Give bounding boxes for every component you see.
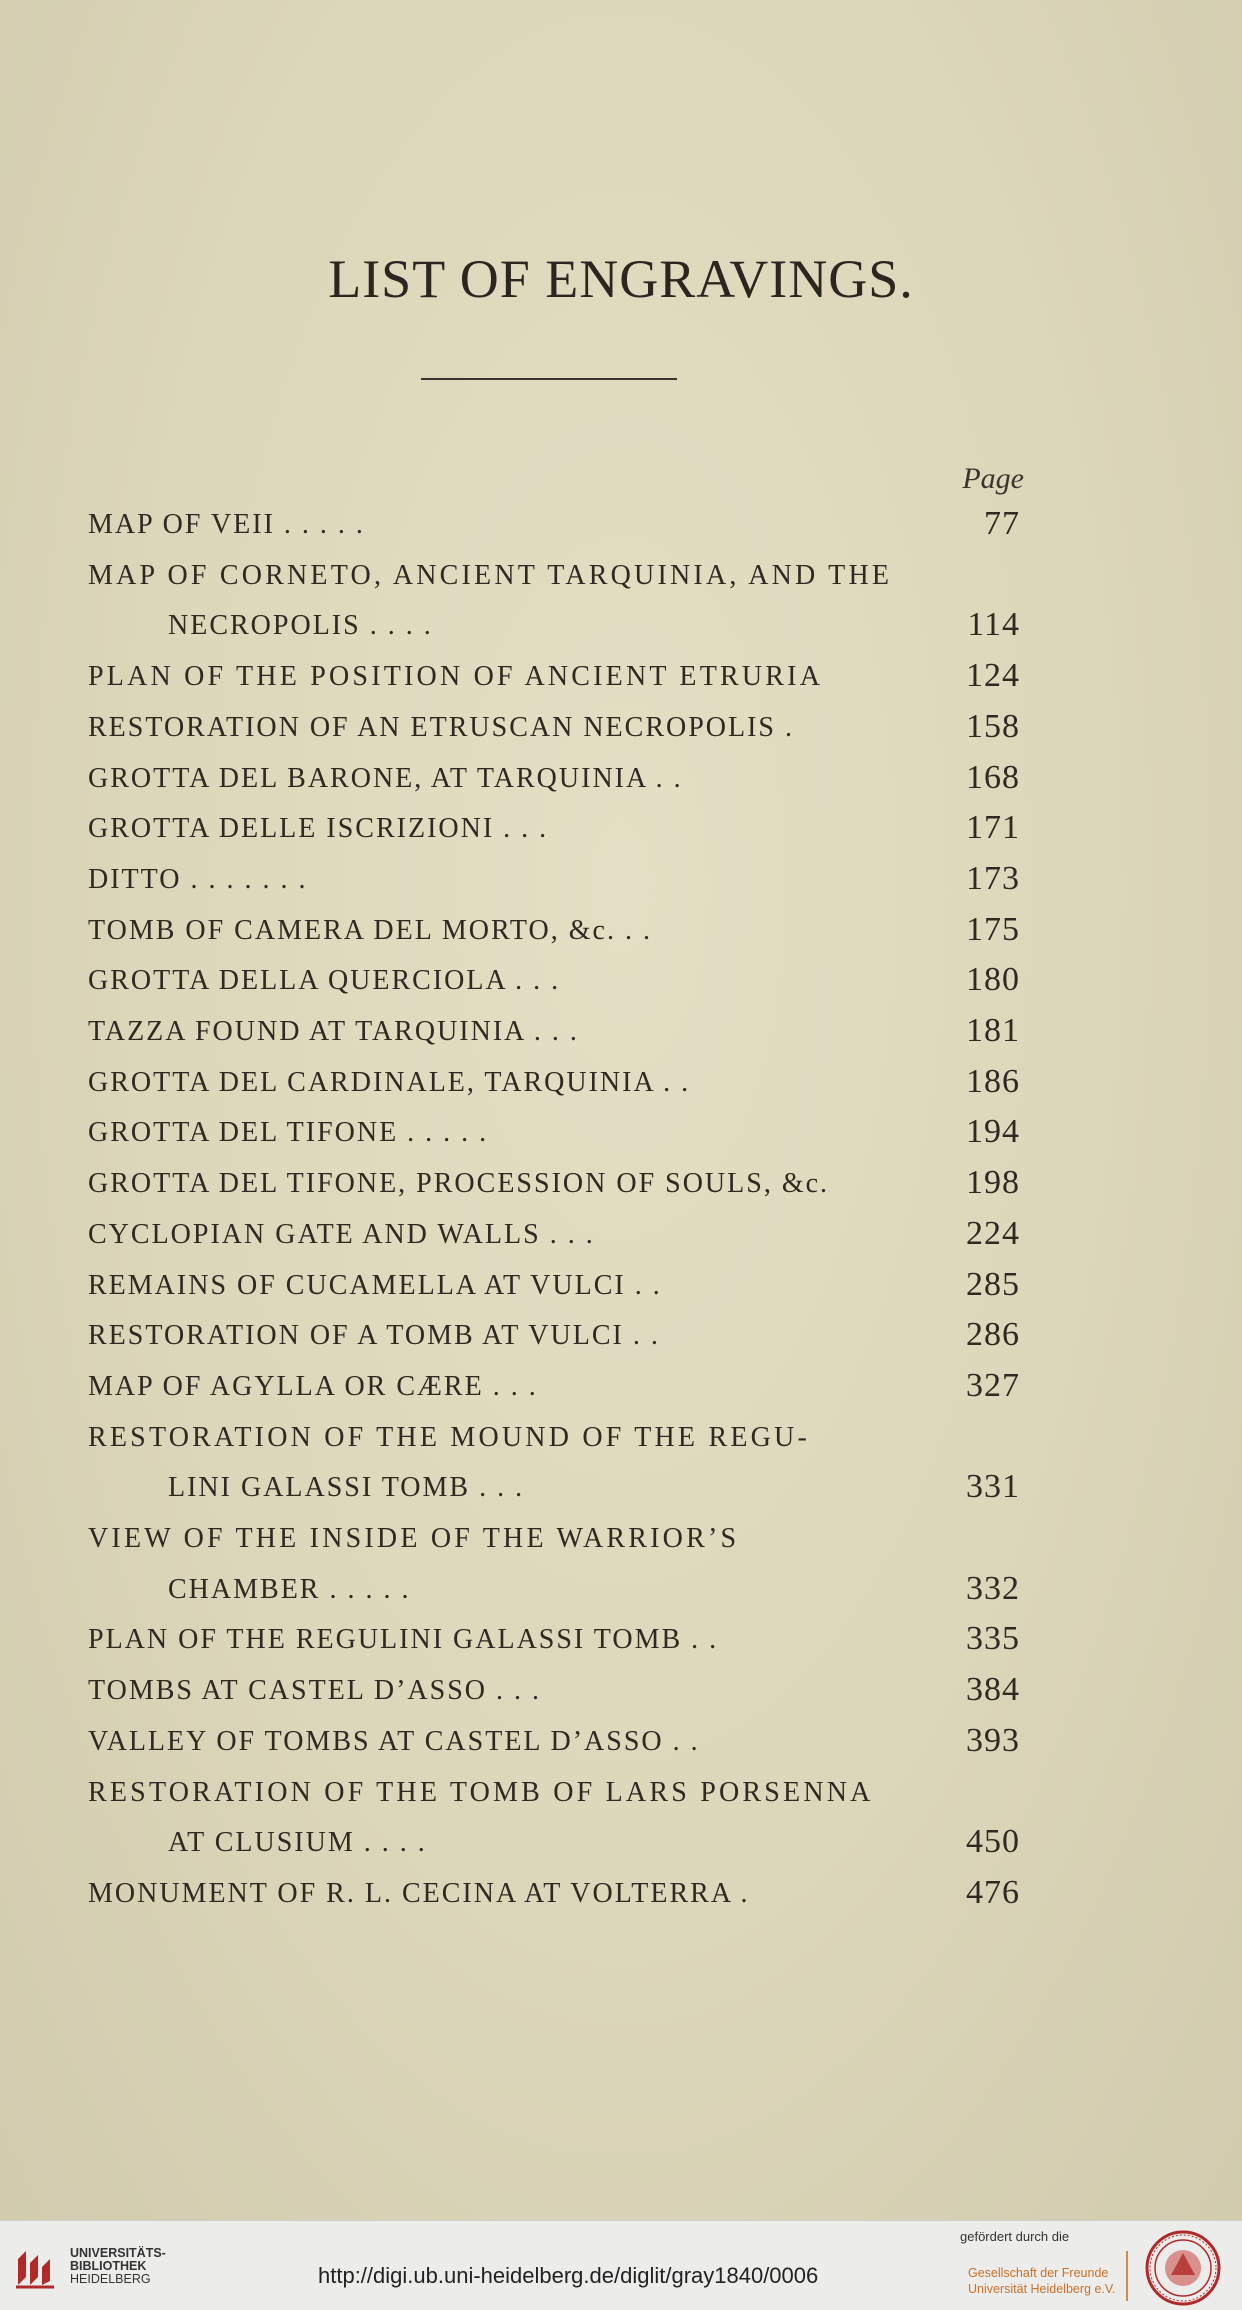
sponsor-name-line: Universität Heidelberg e.V.: [968, 2282, 1116, 2296]
title-rule: [421, 378, 677, 380]
engraving-title: AT CLUSIUM . . . .: [168, 1827, 427, 1859]
library-name-line: UNIVERSITÄTS-: [70, 2246, 166, 2260]
engraving-title: VIEW OF THE INSIDE OF THE WARRIOR’S: [88, 1523, 740, 1554]
engraving-page-number: 476: [966, 1873, 1020, 1911]
engraving-title: NECROPOLIS . . . .: [168, 610, 433, 642]
engraving-page-number: 194: [966, 1113, 1020, 1151]
engraving-entry: [88, 552, 1020, 602]
engraving-title: RESTORATION OF AN ETRUSCAN NECROPOLIS .: [88, 711, 795, 743]
engraving-entry: [88, 653, 1020, 703]
engraving-page-number: 168: [966, 758, 1020, 796]
engraving-entry: [88, 755, 1020, 805]
engraving-page-number: 181: [966, 1012, 1020, 1049]
sponsor-name: [968, 2265, 1116, 2297]
engraving-page-number: 175: [966, 910, 1020, 948]
engraving-page-number: 186: [966, 1062, 1020, 1100]
university-seal-icon: [1144, 2229, 1222, 2307]
engraving-page-number: 198: [966, 1164, 1020, 1202]
engraving-page-number: 327: [966, 1366, 1020, 1404]
engraving-title: TOMB OF CAMERA DEL MORTO, &c. . .: [88, 914, 652, 946]
engraving-entry: [88, 1160, 1020, 1210]
engraving-page-number: 158: [966, 707, 1020, 745]
engraving-title: PLAN OF THE REGULINI GALASSI TOMB . .: [88, 1624, 719, 1656]
engraving-entry: [88, 501, 1020, 551]
engraving-entry: [88, 1059, 1020, 1109]
engraving-entry: [88, 1414, 1020, 1464]
engraving-title: GROTTA DEL CARDINALE, TARQUINIA . .: [88, 1066, 691, 1098]
engraving-entry: [88, 805, 1020, 855]
engraving-title: REMAINS OF CUCAMELLA AT VULCI . .: [88, 1269, 662, 1301]
engraving-entry: [88, 1464, 1020, 1514]
engraving-title: RESTORATION OF THE MOUND OF THE REGU-: [88, 1421, 810, 1453]
engraving-entry: [88, 1718, 1020, 1768]
engraving-entry: [88, 856, 1020, 906]
engraving-title: RESTORATION OF THE TOMB OF LARS PORSENNA: [88, 1776, 874, 1808]
engraving-entry: [88, 907, 1020, 957]
engraving-page-number: 393: [966, 1721, 1020, 1759]
engraving-title: LINI GALASSI TOMB . . .: [168, 1472, 525, 1504]
engraving-entry: [88, 704, 1020, 754]
engraving-page-number: 124: [966, 657, 1020, 695]
engraving-title: RESTORATION OF A TOMB AT VULCI . .: [88, 1320, 660, 1352]
engraving-entry: [88, 602, 1020, 652]
engraving-title: CYCLOPIAN GATE AND WALLS . . .: [88, 1218, 595, 1250]
engraving-page-number: 332: [966, 1569, 1020, 1607]
engraving-page-number: 224: [966, 1214, 1020, 1252]
page-title: LIST OF ENGRAVINGS.: [328, 249, 914, 309]
engraving-entry: [88, 1363, 1020, 1413]
engraving-title: CHAMBER . . . . .: [168, 1573, 411, 1605]
library-name-line: HEIDELBERG: [70, 2272, 151, 2286]
engraving-page-number: 180: [966, 961, 1020, 999]
engraving-entry: [88, 1211, 1020, 1261]
engraving-entry: [88, 1262, 1020, 1312]
page-column-heading: Page: [962, 462, 1024, 495]
engraving-title: TOMBS AT CASTEL D’ASSO . . .: [88, 1675, 542, 1707]
footer-divider: [1126, 2251, 1128, 2301]
engraving-title: GROTTA DEL BARONE, AT TARQUINIA . .: [88, 762, 683, 794]
permalink-url[interactable]: http://digi.ub.uni-heidelberg.de/diglit/gray1840/0006: [318, 2263, 819, 2288]
engraving-title: PLAN OF THE POSITION OF ANCIENT ETRURIA: [88, 661, 824, 693]
engraving-page-number: 77: [984, 505, 1020, 542]
engraving-title: MAP OF CORNETO, ANCIENT TARQUINIA, AND THE: [88, 559, 893, 591]
engraving-entry: [88, 1312, 1020, 1362]
engraving-entry: [88, 1515, 1020, 1565]
library-name: [70, 2247, 166, 2286]
engraving-title: MAP OF VEII . . . . .: [88, 509, 365, 540]
engraving-title: GROTTA DELLA QUERCIOLA . . .: [88, 965, 561, 997]
engraving-page-number: 286: [966, 1316, 1020, 1354]
engraving-title: TAZZA FOUND AT TARQUINIA . . .: [88, 1016, 579, 1047]
engraving-title: GROTTA DELLE ISCRIZIONI . . .: [88, 813, 549, 845]
engraving-title: GROTTA DEL TIFONE . . . . .: [88, 1117, 489, 1149]
engraving-title: MONUMENT OF R. L. CECINA AT VOLTERRA .: [88, 1877, 750, 1909]
engraving-page-number: 114: [967, 606, 1020, 644]
engraving-entry: [88, 1819, 1020, 1869]
engraving-page-number: 384: [966, 1671, 1020, 1709]
engraving-entry: [88, 1616, 1020, 1666]
university-library-logo-icon: [12, 2245, 58, 2291]
engraving-entry: [88, 1566, 1020, 1616]
engraving-title: DITTO . . . . . . .: [88, 863, 308, 895]
engraving-title: MAP OF AGYLLA OR CÆRE . . .: [88, 1370, 538, 1402]
engraving-page-number: 331: [966, 1468, 1020, 1506]
engraving-page-number: 450: [966, 1823, 1020, 1861]
engraving-entry: [88, 1008, 1020, 1058]
engraving-entry: [88, 1870, 1020, 1920]
engraving-page-number: 285: [966, 1265, 1020, 1303]
sponsor-intro: gefördert durch die: [960, 2229, 1070, 2244]
engraving-title: VALLEY OF TOMBS AT CASTEL D’ASSO . .: [88, 1725, 700, 1757]
library-name-line: BIBLIOTHEK: [70, 2259, 147, 2273]
engraving-page-number: 173: [966, 859, 1020, 897]
engraving-entry: [88, 1769, 1020, 1819]
engraving-entry: [88, 1109, 1020, 1159]
engraving-page-number: 171: [966, 809, 1020, 847]
sponsor-name-line: Gesellschaft der Freunde: [968, 2266, 1109, 2280]
engraving-title: GROTTA DEL TIFONE, PROCESSION OF SOULS, &c.: [88, 1168, 830, 1200]
engraving-entry: [88, 957, 1020, 1007]
engraving-entry: [88, 1667, 1020, 1717]
viewer-footer: [0, 2220, 1242, 2310]
engraving-page-number: 335: [966, 1620, 1020, 1658]
